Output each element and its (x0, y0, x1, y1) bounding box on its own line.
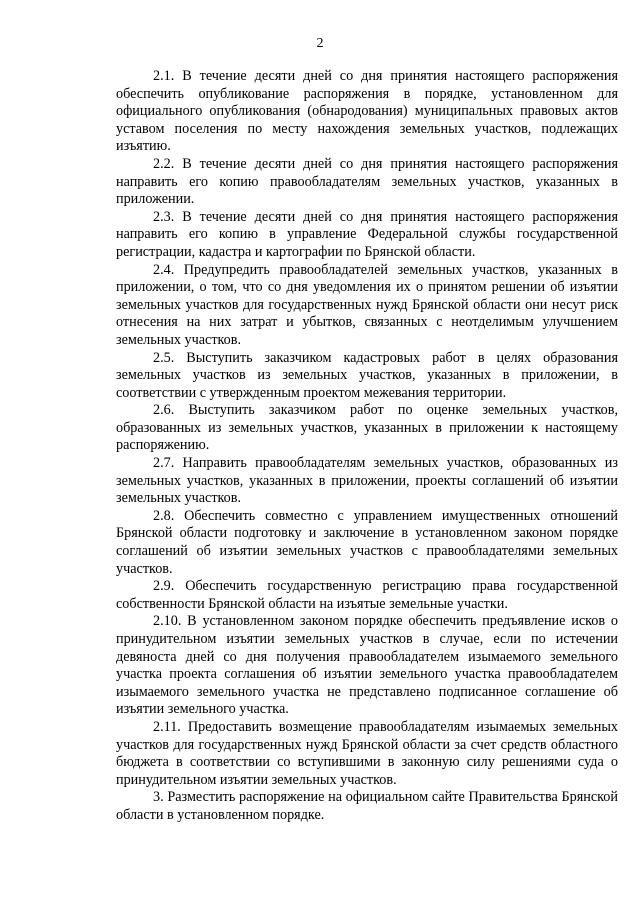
paragraph-2-4: 2.4. Предупредить правообладателей земельных участков, указанных в приложении, о том, что со дня уведомления их о принятом решении об изъятии земельных участков для государственных нужд Брянской области они несут риск отнесения на них затрат и убытков, связанных с неотделимым улучшением земельных участков. (116, 261, 618, 348)
document-body (116, 68, 618, 825)
paragraph-2-8: 2.8. Обеспечить совместно с управлением имущественных отношений Брянской области подготовку и заключение в установленном законом порядке соглашений об изъятии земельных участков с правообладателями земельных участков. (116, 507, 618, 577)
paragraph-3: 3. Разместить распоряжение на официальном сайте Правительства Брянской области в установленном порядке. (116, 789, 618, 823)
paragraph-2-10: 2.10. В установленном законом порядке обеспечить предъявление исков о принудительном изъятии земельных участков в случае, если по истечении девяноста дней со дня получения правообладателем изымаемого земельного участка проекта соглашения об изъятии земельного участка правообладателем изымаемого земельного участка не представлено подписанное соглашение об изъятии земельного участка. (116, 613, 618, 718)
page-number: 2 (316, 36, 324, 51)
paragraph-2-7: 2.7. Направить правообладателям земельных участков, образованных из земельных участков, указанных в приложении, проекты соглашений об изъятии земельных участков. (116, 455, 618, 507)
paragraph-2-5: 2.5. Выступить заказчиком кадастровых работ в целях образования земельных участков из земельных участков, указанных в приложении, в соответствии с утвержденным проектом межевания территории. (116, 349, 618, 401)
paragraph-2-11: 2.11. Предоставить возмещение правообладателям изымаемых земельных участков для государственных нужд Брянской области за счет средств областного бюджета в соответствии со вступившими в законную силу решениями суда о принудительном изъятии земельных участков. (116, 718, 618, 788)
paragraph-2-1: 2.1. В течение десяти дней со дня принятия настоящего распоряжения обеспечить опубликование распоряжения в порядке, установленном для официального опубликования (обнародования) муниципальных правовых актов уставом поселения по месту нахождения земельных участков, подлежащих изъятию. (116, 68, 618, 155)
paragraph-2-6: 2.6. Выступить заказчиком работ по оценке земельных участков, образованных из земельных участков, указанных в приложении к настоящему распоряжению. (116, 402, 618, 454)
paragraph-2-3: 2.3. В течение десяти дней со дня принятия настоящего распоряжения направить его копию в управление Федеральной службы государственной регистрации, кадастра и картографии по Брянской области. (116, 208, 618, 260)
paragraph-2-2: 2.2. В течение десяти дней со дня принятия настоящего распоряжения направить его копию правообладателям земельных участков, указанных в приложении. (116, 155, 618, 208)
paragraph-2-9: 2.9. Обеспечить государственную регистрацию права государственной собственности Брянской области на изъятые земельные участки. (116, 578, 618, 612)
